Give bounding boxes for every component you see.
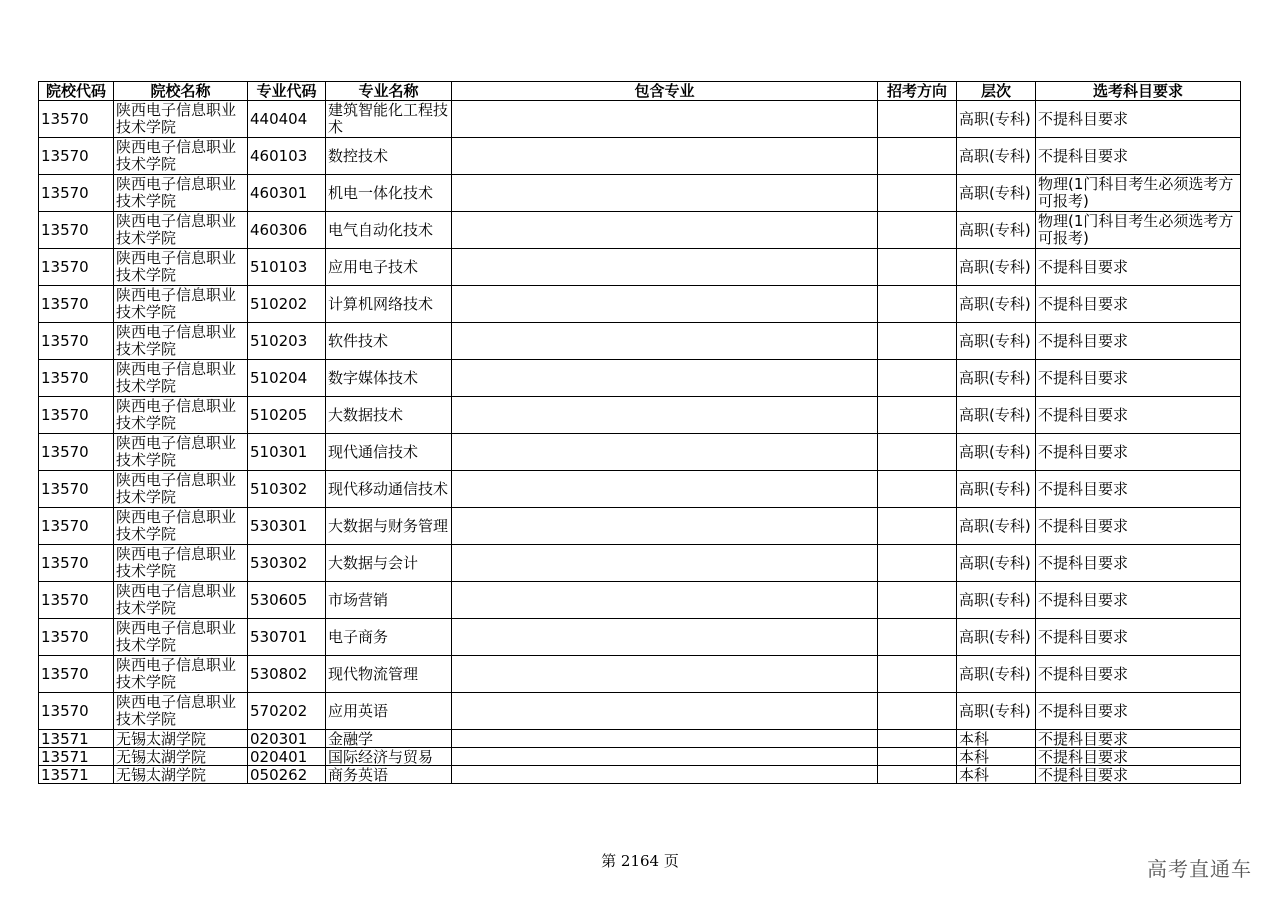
- header-direction: 招考方向: [878, 82, 957, 101]
- table-row: [39, 748, 1241, 766]
- cell-school-name: 陕西电子信息职业技术学院: [114, 471, 248, 508]
- cell-school-code: 13570: [39, 249, 114, 286]
- cell-included-majors: [452, 360, 878, 397]
- cell-included-majors: [452, 212, 878, 249]
- cell-subject-requirement: 不提科目要求: [1036, 434, 1241, 471]
- cell-school-code: 13570: [39, 175, 114, 212]
- cell-level: 高职(专科): [957, 138, 1036, 175]
- cell-major-code: 050262: [248, 766, 326, 784]
- cell-direction: [878, 471, 957, 508]
- cell-school-name: 陕西电子信息职业技术学院: [114, 582, 248, 619]
- cell-direction: [878, 397, 957, 434]
- cell-direction: [878, 175, 957, 212]
- cell-major-code: 440404: [248, 101, 326, 138]
- cell-major-name: 应用英语: [326, 693, 452, 730]
- cell-direction: [878, 101, 957, 138]
- cell-school-code: 13570: [39, 360, 114, 397]
- cell-level: 高职(专科): [957, 286, 1036, 323]
- cell-major-code: 530701: [248, 619, 326, 656]
- cell-major-code: 020301: [248, 730, 326, 748]
- cell-school-code: 13570: [39, 286, 114, 323]
- cell-major-name: 商务英语: [326, 766, 452, 784]
- cell-direction: [878, 323, 957, 360]
- cell-major-name: 计算机网络技术: [326, 286, 452, 323]
- cell-school-code: 13570: [39, 619, 114, 656]
- table-header-row: [39, 82, 1241, 101]
- table-row: [39, 545, 1241, 582]
- cell-level: 高职(专科): [957, 508, 1036, 545]
- header-subject-requirement: 选考科目要求: [1036, 82, 1241, 101]
- cell-included-majors: [452, 545, 878, 582]
- cell-subject-requirement: 物理(1门科目考生必须选考方可报考): [1036, 175, 1241, 212]
- cell-major-name: 大数据与会计: [326, 545, 452, 582]
- cell-level: 本科: [957, 748, 1036, 766]
- cell-school-code: 13570: [39, 434, 114, 471]
- cell-included-majors: [452, 175, 878, 212]
- cell-included-majors: [452, 693, 878, 730]
- table-row: [39, 286, 1241, 323]
- cell-major-code: 510302: [248, 471, 326, 508]
- cell-school-code: 13570: [39, 101, 114, 138]
- cell-school-code: 13571: [39, 766, 114, 784]
- cell-major-name: 建筑智能化工程技术: [326, 101, 452, 138]
- cell-school-name: 陕西电子信息职业技术学院: [114, 545, 248, 582]
- cell-major-code: 510203: [248, 323, 326, 360]
- cell-direction: [878, 434, 957, 471]
- cell-major-name: 电子商务: [326, 619, 452, 656]
- cell-subject-requirement: 不提科目要求: [1036, 249, 1241, 286]
- cell-school-name: 陕西电子信息职业技术学院: [114, 249, 248, 286]
- cell-level: 高职(专科): [957, 656, 1036, 693]
- cell-subject-requirement: 不提科目要求: [1036, 286, 1241, 323]
- cell-subject-requirement: 不提科目要求: [1036, 748, 1241, 766]
- cell-major-name: 机电一体化技术: [326, 175, 452, 212]
- cell-school-name: 无锡太湖学院: [114, 748, 248, 766]
- table-row: [39, 471, 1241, 508]
- table-row: [39, 730, 1241, 748]
- cell-direction: [878, 619, 957, 656]
- cell-included-majors: [452, 323, 878, 360]
- cell-included-majors: [452, 397, 878, 434]
- table-row: [39, 138, 1241, 175]
- cell-school-name: 陕西电子信息职业技术学院: [114, 360, 248, 397]
- cell-school-code: 13570: [39, 397, 114, 434]
- cell-subject-requirement: 不提科目要求: [1036, 101, 1241, 138]
- cell-school-code: 13570: [39, 323, 114, 360]
- cell-major-code: 530605: [248, 582, 326, 619]
- cell-major-name: 软件技术: [326, 323, 452, 360]
- cell-school-name: 陕西电子信息职业技术学院: [114, 138, 248, 175]
- cell-school-name: 陕西电子信息职业技术学院: [114, 286, 248, 323]
- cell-major-name: 市场营销: [326, 582, 452, 619]
- cell-subject-requirement: 不提科目要求: [1036, 730, 1241, 748]
- cell-included-majors: [452, 434, 878, 471]
- cell-school-name: 无锡太湖学院: [114, 730, 248, 748]
- cell-subject-requirement: 不提科目要求: [1036, 545, 1241, 582]
- table-row: [39, 693, 1241, 730]
- cell-major-code: 510103: [248, 249, 326, 286]
- cell-major-code: 570202: [248, 693, 326, 730]
- cell-included-majors: [452, 656, 878, 693]
- cell-school-code: 13570: [39, 545, 114, 582]
- cell-school-code: 13570: [39, 138, 114, 175]
- cell-subject-requirement: 不提科目要求: [1036, 397, 1241, 434]
- cell-subject-requirement: 不提科目要求: [1036, 323, 1241, 360]
- cell-level: 高职(专科): [957, 360, 1036, 397]
- cell-level: 高职(专科): [957, 471, 1036, 508]
- cell-level: 高职(专科): [957, 212, 1036, 249]
- cell-level: 高职(专科): [957, 175, 1036, 212]
- cell-included-majors: [452, 766, 878, 784]
- cell-school-name: 陕西电子信息职业技术学院: [114, 323, 248, 360]
- cell-major-name: 现代通信技术: [326, 434, 452, 471]
- cell-school-code: 13570: [39, 212, 114, 249]
- cell-school-code: 13571: [39, 730, 114, 748]
- cell-subject-requirement: 不提科目要求: [1036, 766, 1241, 784]
- cell-major-code: 510301: [248, 434, 326, 471]
- cell-major-name: 国际经济与贸易: [326, 748, 452, 766]
- cell-direction: [878, 360, 957, 397]
- cell-major-code: 530802: [248, 656, 326, 693]
- cell-included-majors: [452, 730, 878, 748]
- cell-subject-requirement: 不提科目要求: [1036, 508, 1241, 545]
- cell-level: 高职(专科): [957, 249, 1036, 286]
- cell-school-name: 陕西电子信息职业技术学院: [114, 693, 248, 730]
- cell-school-name: 陕西电子信息职业技术学院: [114, 656, 248, 693]
- cell-direction: [878, 286, 957, 323]
- cell-direction: [878, 730, 957, 748]
- cell-direction: [878, 138, 957, 175]
- header-major-code: 专业代码: [248, 82, 326, 101]
- cell-major-name: 现代物流管理: [326, 656, 452, 693]
- cell-major-name: 数控技术: [326, 138, 452, 175]
- cell-direction: [878, 656, 957, 693]
- cell-major-name: 现代移动通信技术: [326, 471, 452, 508]
- cell-subject-requirement: 不提科目要求: [1036, 582, 1241, 619]
- cell-direction: [878, 545, 957, 582]
- table-row: [39, 323, 1241, 360]
- cell-direction: [878, 249, 957, 286]
- table-row: [39, 212, 1241, 249]
- cell-included-majors: [452, 508, 878, 545]
- cell-level: 高职(专科): [957, 101, 1036, 138]
- cell-school-code: 13570: [39, 656, 114, 693]
- cell-level: 高职(专科): [957, 582, 1036, 619]
- cell-subject-requirement: 不提科目要求: [1036, 360, 1241, 397]
- header-school-code: 院校代码: [39, 82, 114, 101]
- cell-school-name: 陕西电子信息职业技术学院: [114, 434, 248, 471]
- page-number: 第 2164 页: [601, 852, 679, 870]
- cell-major-name: 大数据技术: [326, 397, 452, 434]
- table-row: [39, 656, 1241, 693]
- cell-included-majors: [452, 286, 878, 323]
- admission-table: [38, 81, 1241, 784]
- cell-major-name: 电气自动化技术: [326, 212, 452, 249]
- cell-school-name: 陕西电子信息职业技术学院: [114, 212, 248, 249]
- cell-level: 高职(专科): [957, 434, 1036, 471]
- cell-major-code: 020401: [248, 748, 326, 766]
- cell-direction: [878, 693, 957, 730]
- cell-level: 高职(专科): [957, 619, 1036, 656]
- table-row: [39, 175, 1241, 212]
- cell-direction: [878, 508, 957, 545]
- cell-school-name: 陕西电子信息职业技术学院: [114, 619, 248, 656]
- header-included-majors: 包含专业: [452, 82, 878, 101]
- cell-major-code: 510204: [248, 360, 326, 397]
- header-major-name: 专业名称: [326, 82, 452, 101]
- cell-included-majors: [452, 101, 878, 138]
- cell-subject-requirement: 不提科目要求: [1036, 471, 1241, 508]
- cell-included-majors: [452, 748, 878, 766]
- table-row: [39, 508, 1241, 545]
- cell-major-code: 460103: [248, 138, 326, 175]
- table-row: [39, 101, 1241, 138]
- cell-subject-requirement: 物理(1门科目考生必须选考方可报考): [1036, 212, 1241, 249]
- cell-level: 本科: [957, 766, 1036, 784]
- header-level: 层次: [957, 82, 1036, 101]
- table-row: [39, 434, 1241, 471]
- cell-subject-requirement: 不提科目要求: [1036, 693, 1241, 730]
- cell-level: 高职(专科): [957, 323, 1036, 360]
- cell-direction: [878, 212, 957, 249]
- table-row: [39, 582, 1241, 619]
- cell-school-name: 陕西电子信息职业技术学院: [114, 397, 248, 434]
- cell-level: 本科: [957, 730, 1036, 748]
- cell-direction: [878, 766, 957, 784]
- cell-direction: [878, 748, 957, 766]
- cell-school-name: 陕西电子信息职业技术学院: [114, 175, 248, 212]
- table-row: [39, 249, 1241, 286]
- cell-school-code: 13570: [39, 582, 114, 619]
- cell-included-majors: [452, 471, 878, 508]
- cell-included-majors: [452, 249, 878, 286]
- cell-included-majors: [452, 619, 878, 656]
- table-row: [39, 619, 1241, 656]
- cell-major-name: 大数据与财务管理: [326, 508, 452, 545]
- cell-major-name: 金融学: [326, 730, 452, 748]
- cell-school-name: 陕西电子信息职业技术学院: [114, 508, 248, 545]
- table-row: [39, 766, 1241, 784]
- cell-included-majors: [452, 582, 878, 619]
- cell-school-code: 13570: [39, 693, 114, 730]
- cell-major-name: 应用电子技术: [326, 249, 452, 286]
- cell-school-code: 13571: [39, 748, 114, 766]
- watermark-text: 高考直通车: [1147, 857, 1252, 881]
- cell-school-code: 13570: [39, 471, 114, 508]
- cell-major-code: 510205: [248, 397, 326, 434]
- cell-level: 高职(专科): [957, 545, 1036, 582]
- cell-major-code: 530301: [248, 508, 326, 545]
- cell-subject-requirement: 不提科目要求: [1036, 656, 1241, 693]
- cell-major-code: 460306: [248, 212, 326, 249]
- cell-major-code: 460301: [248, 175, 326, 212]
- cell-major-name: 数字媒体技术: [326, 360, 452, 397]
- cell-level: 高职(专科): [957, 397, 1036, 434]
- header-school-name: 院校名称: [114, 82, 248, 101]
- cell-major-code: 510202: [248, 286, 326, 323]
- cell-school-code: 13570: [39, 508, 114, 545]
- table-body: [39, 101, 1241, 784]
- cell-subject-requirement: 不提科目要求: [1036, 138, 1241, 175]
- cell-major-code: 530302: [248, 545, 326, 582]
- table-row: [39, 397, 1241, 434]
- cell-included-majors: [452, 138, 878, 175]
- cell-level: 高职(专科): [957, 693, 1036, 730]
- cell-direction: [878, 582, 957, 619]
- cell-school-name: 陕西电子信息职业技术学院: [114, 101, 248, 138]
- table-row: [39, 360, 1241, 397]
- cell-subject-requirement: 不提科目要求: [1036, 619, 1241, 656]
- cell-school-name: 无锡太湖学院: [114, 766, 248, 784]
